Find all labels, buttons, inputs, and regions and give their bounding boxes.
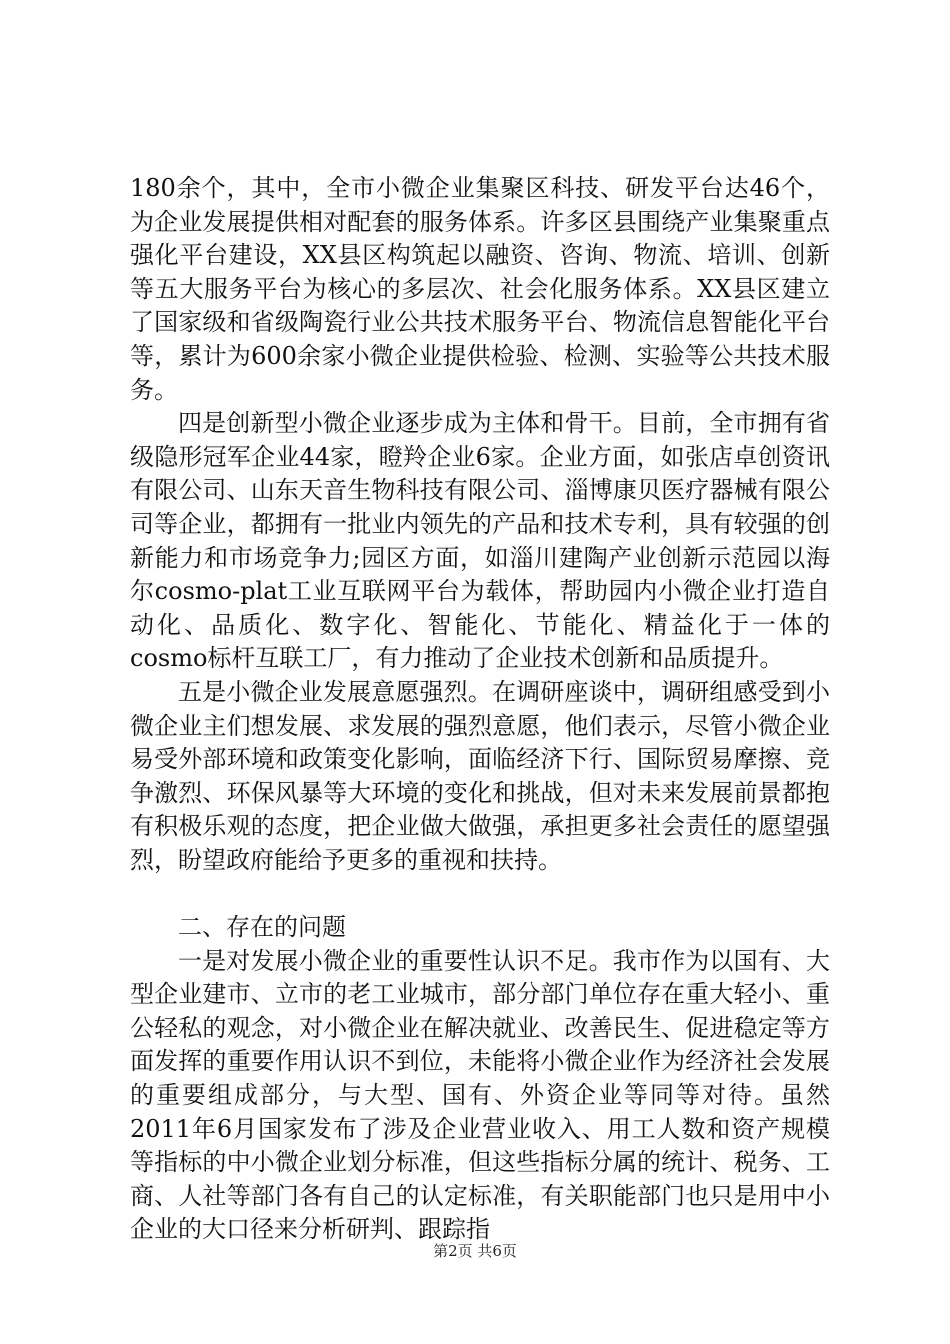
paragraph-continuation: 180余个，其中，全市小微企业集聚区科技、研发平台达46个，为企业发展提供相对配套的服务体系。许多区县围绕产业集聚重点强化平台建设，XX县区构筑起以融资、咨询、物流、培训、创新等五大服务平台为核心的多层次、社会化服务体系。XX县区建立了国家级和省级陶瓷行业公共技术服务平台、物流信息智能化平台等，累计为600余家小微企业提供检验、检测、实验等公共技术服务。 (130, 174, 830, 404)
document-body (130, 172, 830, 1247)
paragraph-spacer (130, 877, 830, 911)
paragraph-point-four: 四是创新型小微企业逐步成为主体和骨干。目前，全市拥有省级隐形冠军企业44家，瞪羚企业6家。企业方面，如张店卓创资讯有限公司、山东天音生物科技有限公司、淄博康贝医疗器械有限公司等企业，都拥有一批业内领先的产品和技术专利，具有较强的创新能力和市场竞争力;园区方面，如淄川建陶产业创新示范园以海尔cosmo-plat工业互联网平台为载体，帮助园内小微企业打造自动化、品质化、数字化、智能化、节能化、精益化于一体的cosmo标杆互联工厂，有力推动了企业技术创新和品质提升。 (130, 409, 830, 673)
paragraph-point-five: 五是小微企业发展意愿强烈。在调研座谈中，调研组感受到小微企业主们想发展、求发展的强烈意愿，他们表示，尽管小微企业易受外部环境和政策变化影响，面临经济下行、国际贸易摩擦、竞争激烈、环保风暴等大环境的变化和挑战，但对未来发展前景都抱有积极乐观的态度，把企业做大做强，承担更多社会责任的愿望强烈，盼望政府能给予更多的重视和扶持。 (130, 677, 830, 874)
page-footer: 第2页 共6页 (433, 1242, 517, 1260)
section-heading: 二、存在的问题 (178, 913, 346, 942)
paragraph-problem-one: 一是对发展小微企业的重要性认识不足。我市作为以国有、大型企业建市、立市的老工业城市，部分部门单位存在重大轻小、重公轻私的观念，对小微企业在解决就业、改善民生、促进稳定等方面发挥的重要作用认识不到位，未能将小微企业作为经济社会发展的重要组成部分，与大型、国有、外资企业等同等对待。虽然2011年6月国家发布了涉及企业营业收入、用工人数和资产规模等指标的中小微企业划分标准，但这些指标分属的统计、税务、工商、人社等部门各有自己的认定标准，有关职能部门也只是用中小企业的大口径来分析研判、跟踪指 (130, 946, 830, 1244)
